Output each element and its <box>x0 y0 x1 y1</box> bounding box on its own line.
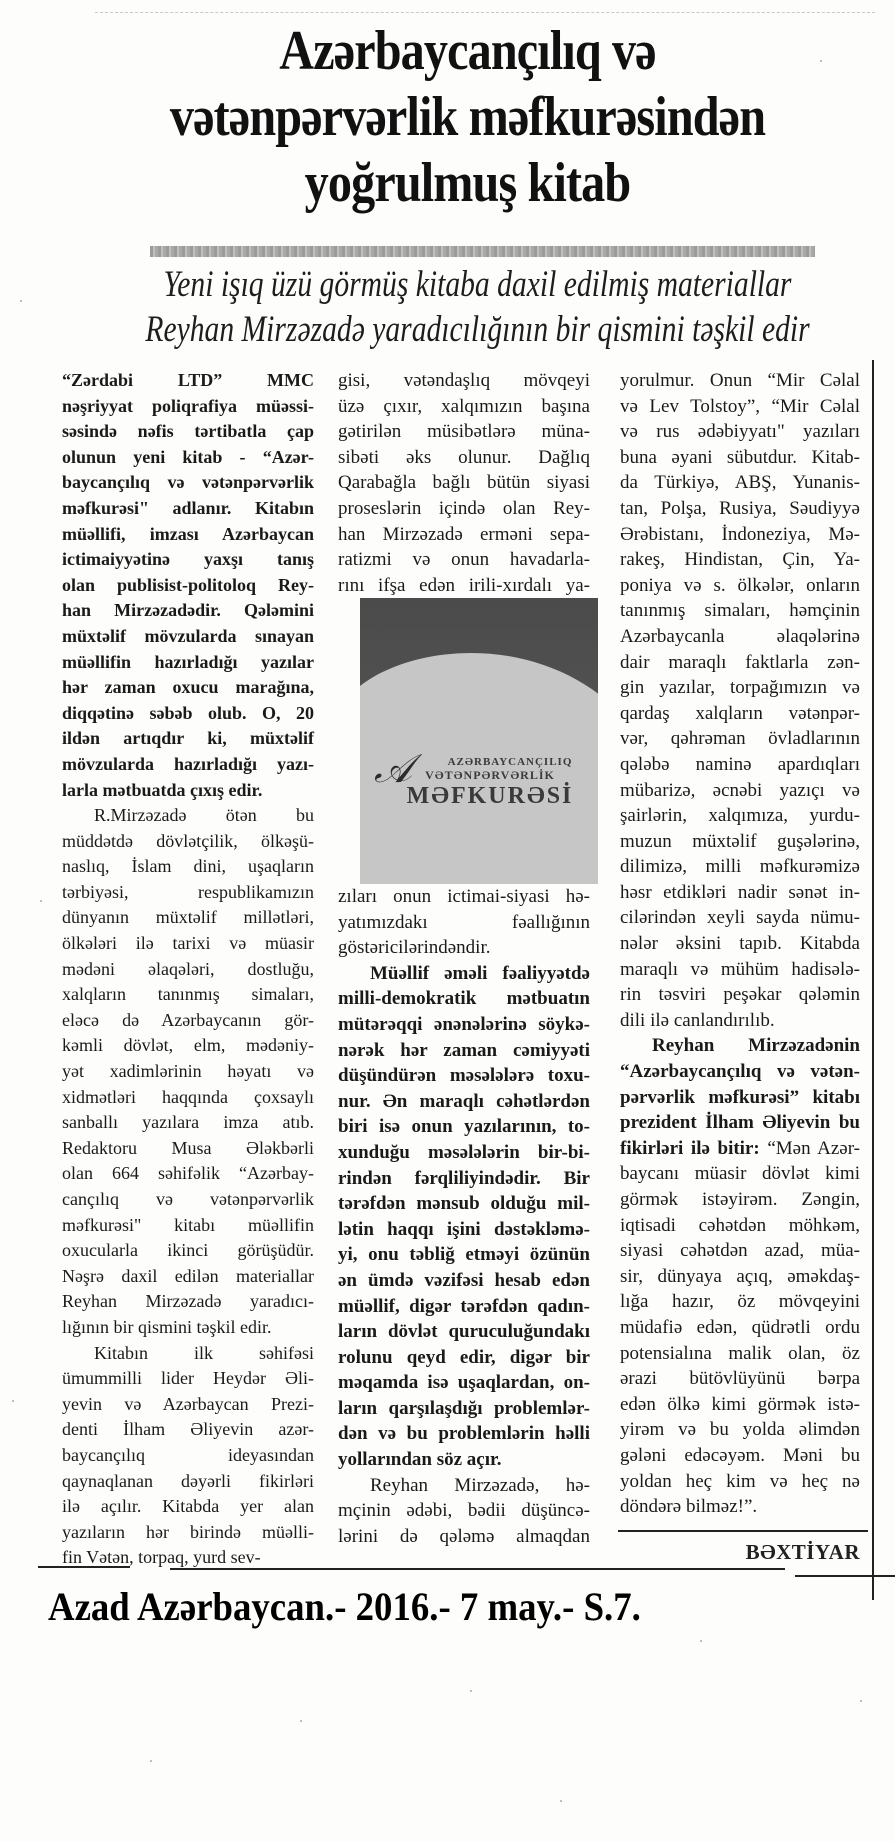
bottom-rule <box>38 1566 130 1568</box>
text-line: Reyhan Mirzəzadə yaradıcı- <box>62 1291 314 1312</box>
book-cover-title: AZƏRBAYCANÇILIQ VƏTƏNPƏRVƏRLİK MƏFKURƏSİ <box>406 756 574 809</box>
text-line: Reyhan Mirzəzadənin <box>652 1035 860 1057</box>
text-line: dən və bu problemlərin həlli <box>338 1423 590 1445</box>
lead-paragraph <box>62 368 314 803</box>
text-line: sibəti əks olunur. Dağlıq <box>338 446 590 468</box>
text-line: qardaş xalqların vətənpər- <box>620 702 860 724</box>
text-line: baycançılıq ideyasından <box>62 1444 314 1465</box>
headline-line-2: vətənpərvərlik məfkurəsindən <box>169 86 766 148</box>
text-line: yət xadimlərinin həyatı və <box>62 1061 314 1082</box>
article-column-3 <box>620 368 860 1520</box>
text-line: prezident İlham Əliyevin bu <box>620 1112 860 1134</box>
top-dotted-rule <box>95 12 875 13</box>
text-line: və rus ədəbiyyatı" yazıları <box>620 421 860 443</box>
text-line: dünyanın müxtəlif millətləri, <box>62 907 314 928</box>
column-3-final-paragraph <box>620 1033 860 1519</box>
article-column-1 <box>62 368 314 1571</box>
text-line: baycanı müasir dövlət kimi <box>620 1163 860 1185</box>
text-line: müxtəlif mövzularda sınayan <box>62 625 314 646</box>
quote-opening: “Mən Azər- <box>759 1137 860 1159</box>
text-line: müddətdə dövlətçilik, ölkəşü- <box>62 830 314 851</box>
scan-speck <box>12 1400 14 1402</box>
scan-speck <box>560 1800 562 1802</box>
text-line: buna əyani sübutdur. Kitab- <box>620 446 860 468</box>
text-line: Reyhan Mirzəzadə, hə- <box>370 1474 590 1496</box>
text-line: Müəllif əməli fəaliyyətdə <box>370 962 590 984</box>
text-line: görmək istəyirəm. Zəngin, <box>620 1189 860 1210</box>
text-line: döndərə bilməz!”. <box>620 1496 758 1518</box>
scan-speck <box>860 1700 862 1702</box>
text-line: baycançılıq və vətənpərvərlik <box>62 472 314 493</box>
final-paragraph-bold <box>620 1033 860 1161</box>
text-line: yazıların hər birində müəlli- <box>62 1521 314 1542</box>
text-line: olan 664 səhifəlik “Azərbay- <box>62 1163 314 1184</box>
author-byline: BƏXTİYAR <box>745 1540 860 1564</box>
text-line: ictimaiyyətinə yaxşı tanış <box>62 549 314 570</box>
text-line: xalqların tanınmış simaları, <box>62 984 314 1005</box>
headline <box>100 18 835 216</box>
text-line: həsr etdikləri nadir sənət in- <box>620 881 860 903</box>
text-line: rin təsviri peşəkar qələmin <box>620 984 860 1006</box>
text-line: maraqlı və mühüm hadisələ- <box>620 958 860 980</box>
text-line: nəşriyyat poliqrafiya müəssi- <box>62 395 314 416</box>
text-line: siyasi cəhətdən azad, müa- <box>620 1240 860 1262</box>
subheadline-line-1: Yeni işıq üzü görmüş kitaba daxil edilmiş materiallar <box>163 264 792 305</box>
text-line: naslıq, İslam dini, uşaqların <box>62 856 314 877</box>
text-line: fin Vətən, torpaq, yurd sev- <box>62 1547 261 1568</box>
text-line: olan publisist-politoloq Rey- <box>62 574 314 595</box>
text-line: düşündürən məsələlərə toxu- <box>338 1065 590 1087</box>
text-line: diqqətinə səbəb olub. O, 20 <box>62 702 314 723</box>
text-line: müəllifin hazırladığı yazılar <box>62 651 314 672</box>
text-line: müəllifi, imzası Azərbaycan <box>62 523 314 544</box>
scan-speck <box>150 1760 152 1762</box>
text-line: müəllif, digər tərəfdən qadın- <box>338 1295 590 1317</box>
text-line: qələbə naminə apardıqları <box>620 753 860 775</box>
text-line: mübarizə, əcnəbi yazıçı və <box>620 779 860 801</box>
text-line: nələr əksini tapıb. Kitabda <box>620 933 860 955</box>
bottom-rule <box>170 1568 785 1570</box>
text-line: han Mirzəzadədir. Qələmini <box>62 600 314 621</box>
text-line: lığa hazır, öz mövqeyini <box>620 1291 860 1313</box>
text-line: üzə çıxır, xalqımızın başına <box>338 395 590 417</box>
text-line: rını ifşa edən irili-xırdalı ya- <box>338 574 590 596</box>
book-cover-photo <box>360 598 598 884</box>
text-line: yevin və Azərbaycan Prezi- <box>62 1393 314 1414</box>
text-line: ilə açılır. Kitabda yer alan <box>62 1496 314 1517</box>
text-line: Qarabağla bağlı bütün siyasi <box>338 472 590 494</box>
text-line: denti İlham Əliyevin azər- <box>62 1419 314 1440</box>
subheadline-line-2: Reyhan Mirzəzadə yaradıcılığının bir qismini təşkil edir <box>145 309 810 350</box>
book-logo-icon: 𝒜 <box>374 746 412 792</box>
text-line: edən ölkə kimi görmək istə- <box>620 1393 860 1415</box>
source-citation: Azad Azərbaycan.- 2016.- 7 may.- S.7. <box>48 1584 641 1629</box>
scan-speck <box>20 300 22 302</box>
scan-speck <box>470 1690 472 1692</box>
president-quote <box>620 1161 860 1519</box>
right-border-rule <box>872 360 874 1600</box>
text-line: pərvərlik məfkurəsi” kitabı <box>620 1086 860 1108</box>
text-line: vər, qəhrəman övladlarının <box>620 728 860 750</box>
text-line: dili ilə canlandırılıb. <box>620 1009 775 1031</box>
byline-divider <box>618 1530 868 1532</box>
column-2-top-text <box>338 368 590 598</box>
headline-line-1: Azərbaycançılıq və <box>279 20 656 82</box>
text-line: gisi, vətəndaşlıq mövqeyi <box>338 370 590 391</box>
column-3-top-text <box>620 368 860 1033</box>
text-line: qaynaqlanan dəyərli fikirləri <box>62 1470 314 1491</box>
scan-speck <box>820 60 822 62</box>
text-line: Ərəbistanı, İndoneziya, Mə- <box>620 523 860 545</box>
text-line: göstəricilərindəndir. <box>338 937 491 959</box>
text-line: yatımızdakı fəallığının <box>338 911 590 933</box>
text-line: Azərbaycanla əlaqələrinə <box>620 625 860 647</box>
text-line: yollarından söz açır. <box>338 1449 502 1471</box>
text-line: xunduğu məsələlərin bir-bi- <box>338 1141 590 1163</box>
scan-speck <box>40 900 42 902</box>
text-line: tərbiyəsi, respublikamızın <box>62 881 314 902</box>
text-line: da Türkiyə, ABŞ, Yunanis- <box>620 472 860 494</box>
text-line: kəmli dövlət, elm, mədəniy- <box>62 1035 314 1056</box>
text-line: məfkurəsi" adlanır. Kitabın <box>62 497 314 518</box>
text-line: məfkurəsi" kitabı müəllifin <box>62 1214 314 1235</box>
text-line: gin yazılar, torpağımızın və <box>620 677 860 699</box>
text-line: tanınmış simaları, həmçinin <box>620 600 860 622</box>
text-line: ildən artıqdır ki, müxtəlif <box>62 728 314 749</box>
text-line: tan, Polşa, Rusiya, Səudiyyə <box>620 497 860 519</box>
text-line: ümummilli lider Heydər Əli- <box>62 1368 314 1389</box>
bottom-rule <box>795 1575 895 1577</box>
text-line: tərəfdən mənsub olduğu mil- <box>338 1193 590 1215</box>
article-column-2-top <box>338 368 590 598</box>
subheadline <box>144 262 812 352</box>
text-line: cilərindən xeyli sayda nümu- <box>620 907 860 929</box>
text-line: zıları onun ictimai-siyasi hə- <box>338 886 590 907</box>
text-line: mütərəqqi ənənələrinə söykə- <box>338 1013 590 1035</box>
text-line: mçinin ədəbi, bədii düşüncə- <box>338 1500 590 1522</box>
column-2-bold-paragraph <box>338 961 590 1473</box>
text-line: ların qarşılaşdığı problemlər- <box>338 1397 590 1419</box>
text-line: proseslərin içində olan Rey- <box>338 497 590 519</box>
text-line: cançılıq və vətənpərvərlik <box>62 1189 314 1209</box>
column-2-last-paragraph <box>338 1473 590 1550</box>
text-line: mədəni əlaqələri, dostluğu, <box>62 958 314 979</box>
text-line: yirəm və bu yolda əlimdən <box>620 1419 860 1441</box>
text-line: nur. Ən maraqlı cəhətlərdən <box>338 1090 590 1112</box>
text-line: gələni edəcəyəm. Məni bu <box>620 1444 860 1466</box>
text-line: səsində nəfis tərtibatla çap <box>62 421 314 442</box>
text-line: mövzularda hazırladığı yazı- <box>62 753 314 774</box>
scan-speck <box>700 1640 702 1642</box>
text-line: eləcə də Azərbaycanın gör- <box>62 1009 314 1030</box>
text-line: Redaktoru Musa Ələkbərli <box>62 1137 314 1158</box>
scan-speck <box>300 1720 302 1722</box>
text-line: potensialına malik olan, öz <box>620 1342 860 1364</box>
text-line: ların dövlət quruculuğundakı <box>338 1321 590 1343</box>
headline-line-3: yoğrulmuş kitab <box>304 152 631 214</box>
text-line: iqtisadi cəhətdən möhkəm, <box>620 1214 860 1236</box>
text-line: olunun yeni kitab - “Azər- <box>62 446 314 467</box>
text-line: fikirləri ilə bitir: “Mən Azər- <box>620 1137 860 1159</box>
text-line: Kitabın ilk səhifəsi <box>94 1342 314 1363</box>
text-line: milli-demokratik mətbuatın <box>338 988 590 1010</box>
text-line: rolunu qeyd edir, digər bir <box>338 1346 590 1368</box>
text-line: dilimizə, milli məfkurəmizə <box>620 856 860 878</box>
text-line: “Zərdabi LTD” MMC <box>62 370 314 390</box>
text-line: sanballı yazılara imza atıb. <box>62 1112 314 1133</box>
text-line: sir, dünyaya açıq, əməkdaş- <box>620 1265 860 1287</box>
text-line: yorulmur. Onun “Mir Cəlal <box>620 370 860 391</box>
text-line: müdafiə edən, qüdrətli ordu <box>620 1316 860 1338</box>
text-line: rakeş, Hindistan, Çin, Ya- <box>620 549 860 571</box>
text-line: ölkələri ilə tarixi və müasir <box>62 933 314 954</box>
text-line: lərini də qələmə almaqdan <box>338 1525 590 1547</box>
article-column-2-bottom <box>338 884 590 1549</box>
text-line: lığının bir qismini təşkil edir. <box>62 1316 272 1337</box>
headline-divider <box>150 246 815 257</box>
text-line: ən ümdə vəzifəsi hesab edən <box>338 1269 590 1291</box>
text-line: han Mirzəzadə erməni sepa- <box>338 523 590 545</box>
text-line: biri isə onun yazılarının, to- <box>338 1116 590 1138</box>
text-line: ərazi bütövlüyünü bərpa <box>620 1368 860 1390</box>
text-line: yi, onu təbliğ etməyi özünün <box>338 1244 590 1266</box>
text-line: rindən fərqliliyindədir. Bir <box>338 1167 590 1189</box>
text-line: oxucularla ikinci görüşüdür. <box>62 1240 314 1261</box>
text-line: nərək hər zaman cəmiyyəti <box>338 1039 590 1061</box>
text-line: ratizmi və onun havadarla- <box>338 549 590 571</box>
paragraph-2 <box>62 803 314 1340</box>
text-line: poniya və s. ölkələr, onların <box>620 574 860 596</box>
text-line: yoldan heç kim və heç nə <box>620 1470 860 1492</box>
text-line: Nəşrə daxil edilən materiallar <box>62 1265 314 1286</box>
text-line: hər zaman oxucu marağına, <box>62 677 314 698</box>
text-line: lətin haqqı işini dəstəkləmə- <box>338 1218 590 1240</box>
text-line: şairlərin, xalqımıza, yurdu- <box>620 805 860 827</box>
text-line: gətirilən müsibətlərə müna- <box>338 421 590 443</box>
text-line: dair maraqlı faktlarla zən- <box>620 651 860 673</box>
column-2-after-photo <box>338 884 590 961</box>
text-line: R.Mirzəzadə ötən bu <box>94 805 314 826</box>
text-line: məqamda isə uşaqlardan, on- <box>338 1372 590 1394</box>
text-line: larla mətbuatda çıxış edir. <box>62 779 263 800</box>
text-line: “Azərbaycançılıq və vətən- <box>620 1061 860 1083</box>
text-line: və Lev Tolstoy”, “Mir Cəlal <box>620 395 860 417</box>
text-line: xidmətləri haqqında çoxsaylı <box>62 1086 314 1107</box>
paragraph-3 <box>62 1341 314 1571</box>
text-line: muzun müxtəlif guşələrinə, <box>620 830 860 852</box>
